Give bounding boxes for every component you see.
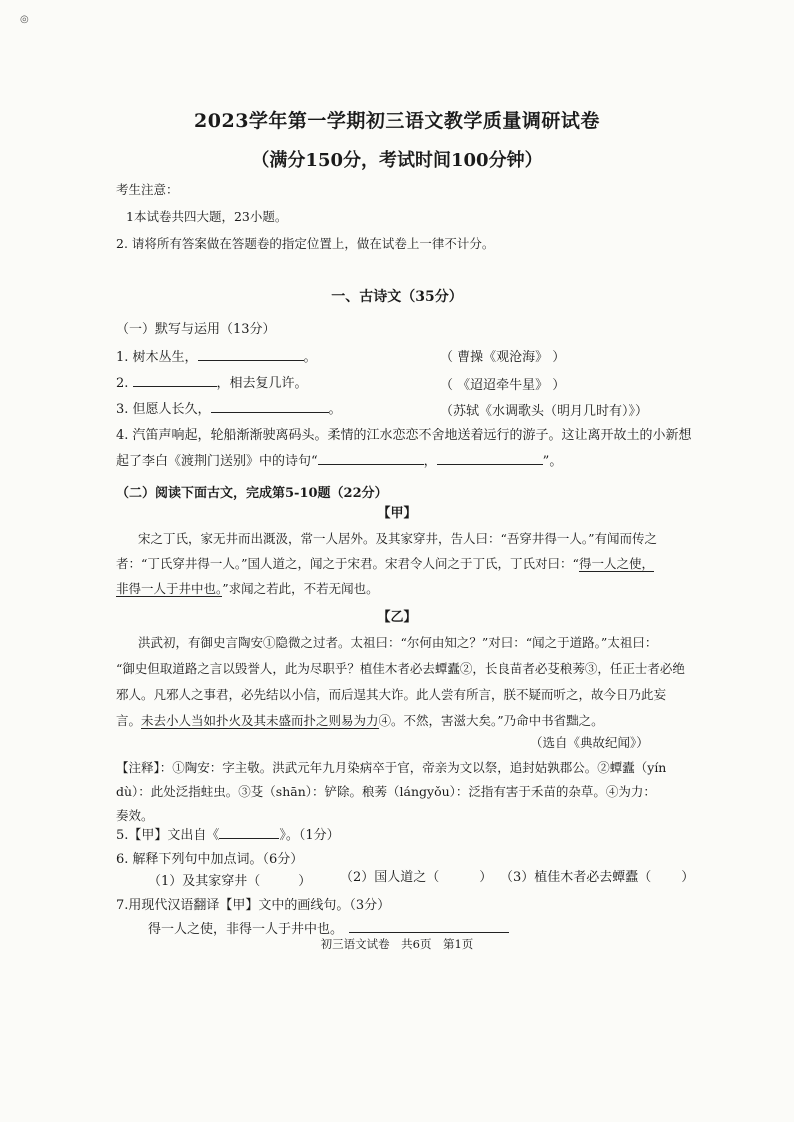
- notice-item-2: 2. 请将所有答案做在答题卷的指定位置上，做在试卷上一律不计分。: [116, 236, 495, 251]
- question-7-heading: 7.用现代汉语翻译【甲】文中的画线句。（3分）: [116, 898, 391, 913]
- q2-answer-blank[interactable]: [133, 374, 217, 387]
- q6-item-3: [500, 866, 694, 885]
- yi-line-3: 邪人。凡邪人之事君，必先结以小信，而后逞其大诈。此人尝有所言，朕不疑而听之，故今日乃此妄: [116, 687, 667, 702]
- q3-source: （苏轼《水调歌头（明月几时有）》）: [440, 404, 649, 419]
- notice-item-1: 1本试卷共四大题，23小题。: [126, 209, 288, 224]
- yi-line-4-end: ④。不然，害滋大矣。”乃命中书省黜之。: [378, 713, 604, 728]
- q4-comma: ，: [423, 454, 437, 469]
- question-6-heading: 6. 解释下列句中加点词。（6分）: [116, 852, 304, 867]
- part1-heading: （一）默写与运用（13分）: [116, 322, 276, 337]
- q4-line-1: 4. 汽笛声响起，轮船渐渐驶离码头。柔情的江水恋恋不舍地送着远行的游子。这让离开故土的小新想: [116, 428, 692, 443]
- q3-end: 。: [328, 402, 342, 417]
- q1-source: （ 曹操《观沧海》 ）: [440, 350, 566, 365]
- q2-text: 2.: [116, 376, 133, 391]
- q3-answer-blank[interactable]: [211, 400, 329, 413]
- page-subtitle: （满分150分，考试时间100分钟）: [251, 150, 543, 171]
- yi-source: （选自《典故纪闻》）: [530, 735, 649, 750]
- part2-heading: （二）阅读下面古文，完成第5-10题（22分）: [116, 486, 388, 501]
- section-heading-1: 一、古诗文（35分）: [331, 289, 463, 305]
- yi-line-2: “御史但取道路之言以毁誉人，此为尽职乎？植佳木者必去蟫蠹②，长良苗者必芟稂莠③，任正士者必绝: [116, 661, 685, 676]
- q6-item-2-close: ）: [479, 870, 493, 885]
- q2-end: ，相去复几许。: [216, 376, 308, 391]
- passage-yi-label: 【乙】: [377, 610, 417, 625]
- q4-text: 起了李白《渡荆门送别》中的诗句“: [116, 454, 318, 469]
- jia-line-3: [116, 576, 379, 601]
- q6-item-3-text: （3）植佳木者必去蟫蠹（: [500, 870, 652, 885]
- q2-source: （ 《迢迢牵牛星》 ）: [440, 378, 566, 393]
- q5-end: 》。（1分）: [279, 828, 340, 843]
- notes-line-1: 【注释】：①陶安：字主敬。洪武元年九月染病卒于官，帝亲为文以祭，追封姑孰郡公。②蟫蠹（yín: [116, 760, 667, 775]
- jia-line-3-text: ”求闻之若此，不若无闻也。: [222, 581, 379, 596]
- q4-end: ”。: [542, 454, 563, 469]
- q1-answer-blank[interactable]: [198, 348, 304, 361]
- corner-mark: ◎: [20, 14, 29, 25]
- q5-answer-blank[interactable]: [219, 826, 279, 839]
- yi-line-1: 洪武初，有御史言陶安①隐微之过者。太祖曰：“尔何由知之？”对曰：“闻之于道路。”太祖曰：: [138, 635, 658, 650]
- passage-jia-label: 【甲】: [377, 506, 417, 521]
- question-5: [116, 824, 340, 843]
- q7-sentence-line: [148, 918, 509, 937]
- q6-item-3-close: ）: [681, 870, 695, 885]
- jia-line-2-text: 者：“丁氏穿井得一人。”国人道之，闻之于宋君。宋君令人问之于丁氏，丁氏对曰：“: [116, 556, 579, 571]
- q6-item-1: [148, 870, 311, 889]
- q1-text: 1. 树木丛生，: [116, 350, 198, 365]
- question-2: [116, 372, 308, 391]
- jia-underlined-2: 非得一人于井中也。: [116, 581, 223, 596]
- jia-line-1: 宋之丁氏，家无井而出溉汲，常一人居外。及其家穿井，告人曰：“吾穿井得一人。”有闻而传之: [138, 531, 658, 546]
- q6-item-1-close: ）: [298, 874, 312, 889]
- jia-underlined-1: 得一人之使，: [578, 556, 654, 571]
- q5-text: 5.【甲】文出自《: [116, 828, 220, 843]
- q1-end: 。: [303, 350, 317, 365]
- yi-line-4-start: 言。: [116, 713, 142, 728]
- jia-line-2: [116, 551, 654, 576]
- notice-heading: 考生注意：: [116, 182, 179, 197]
- q7-sentence: 得一人之使，非得一人于井中也。: [148, 922, 344, 937]
- notes-line-2: dù）：此处泛指蛀虫。③芟（shān）：铲除。稂莠（lángyǒu）：泛指有害于禾苗的杂草。④为力：: [116, 784, 656, 799]
- q6-item-1-text: （1）及其家穿井（: [148, 874, 261, 889]
- page-footer: 初三语文试卷 共6页 第1页: [320, 937, 474, 951]
- question-3: [116, 398, 342, 417]
- q3-text: 3. 但愿人长久，: [116, 402, 211, 417]
- q4-answer-blank-1[interactable]: [318, 452, 424, 465]
- q4-answer-blank-2[interactable]: [437, 452, 543, 465]
- notes-line-3: 奏效。: [116, 808, 154, 823]
- q6-item-2-text: （2）国人道之（: [340, 870, 440, 885]
- q7-answer-blank[interactable]: [349, 920, 509, 933]
- question-4: [116, 450, 562, 469]
- question-1: [116, 346, 317, 365]
- page-title: 2023学年第一学期初三语文教学质量调研试卷: [194, 110, 600, 132]
- yi-underlined: 未去小人当如扑火及其未盛而扑之则易为力: [141, 713, 379, 728]
- q6-item-2: [340, 866, 492, 885]
